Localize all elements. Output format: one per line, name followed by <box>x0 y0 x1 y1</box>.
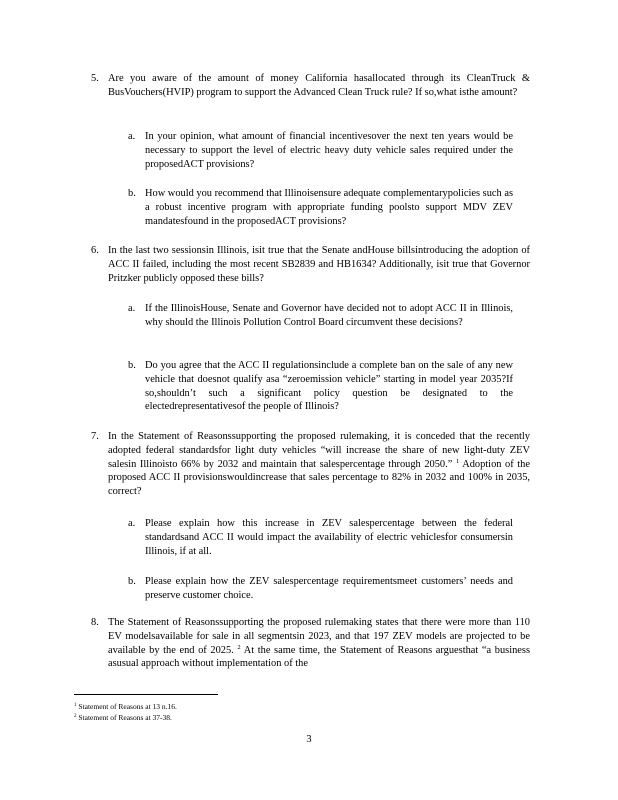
question-6b <box>128 359 513 414</box>
question-number: 6. <box>91 245 99 256</box>
footnote-text: Statement of Reasons at 37-38. <box>78 713 172 722</box>
footnote-1 <box>74 702 177 712</box>
question-8 <box>91 616 530 671</box>
question-text: The Statement of Reasonssupporting the proposed rulemaking states that there were more than 110 EV modelsavailable for sale in all segmentsin 2023, and that 197 ZEV models are projected to be available by the end of 2025. <box>108 617 530 656</box>
question-7a <box>128 517 513 558</box>
footnote-2 <box>74 713 172 723</box>
question-number: 5. <box>91 73 99 84</box>
question-text: Are you aware of the amount of money California hasallocated through its CleanTruck & BusVouchers(HVIP) program to support the Advanced Clean Truck rule? If so,what isthe amount? <box>108 73 530 98</box>
question-5 <box>91 72 530 100</box>
question-5a <box>128 130 513 171</box>
subquestion-letter: a. <box>128 518 136 529</box>
subquestion-letter: b. <box>128 360 136 371</box>
subquestion-letter: a. <box>128 131 136 142</box>
footnote-reference: 1 <box>455 457 460 465</box>
question-6a <box>128 302 513 330</box>
question-text-continued: Adoption of the proposed ACC II provisionswouldincrease that sales percentage to 82% in 2032 and 100% in 2035, correct? <box>108 458 530 498</box>
question-7b <box>128 575 513 603</box>
subquestion-letter: b. <box>128 576 136 587</box>
question-number: 7. <box>91 431 99 442</box>
footnote-reference: 2 <box>237 643 241 651</box>
question-5b <box>128 187 513 228</box>
footnote-divider <box>74 694 218 695</box>
subquestion-text: If the IllinoisHouse, Senate and Governor have decided not to adopt ACC II in Illinois, why should the Illinois Pollution Control Board circumvent these decisions? <box>145 303 513 328</box>
subquestion-text: Please explain how the ZEV salespercentage requirementsmeet customers’ needs and preserve customer choice. <box>145 576 513 601</box>
page-number: 3 <box>306 734 312 745</box>
footnote-text: Statement of Reasons at 13 n.16. <box>78 702 177 711</box>
question-7 <box>91 430 530 499</box>
subquestion-letter: a. <box>128 303 136 314</box>
question-text: In the last two sessionsin Illinois, isit true that the Senate andHouse billsintroducing the adoption of ACC II failed, including the most recent SB2839 and HB1634? Additionally, isit true that Governor Pritzker publicly opposed these bills? <box>108 245 530 284</box>
subquestion-text: How would you recommend that Illinoisensure adequate complementarypolicies such as a robust incentive program with appropriate funding poolsto support MDV ZEV mandatesfound in the proposedACT provisions? <box>145 188 513 227</box>
question-6 <box>91 244 530 285</box>
subquestion-text: In your opinion, what amount of financial incentivesover the next ten years would be necessary to support the level of electric heavy duty vehicle sales required under the proposedACT provisions? <box>145 131 513 170</box>
subquestion-text: Do you agree that the ACC II regulationsinclude a complete ban on the sale of any new vehicle that doesnot qualify asa “zeroemission vehicle” starting in model year 2035?If so,shouldn’t such a significant policy question be designated to the electedrepresentativesof the people of Illinois? <box>145 360 513 413</box>
footnote-marker: 2 <box>74 714 77 719</box>
subquestion-text: Please explain how this increase in ZEV salespercentage between the federal standardsand ACC II would impact the availability of electric vehiclesfor consumersin Illinois, if at all. <box>145 518 513 557</box>
question-number: 8. <box>91 617 99 628</box>
subquestion-letter: b. <box>128 188 136 199</box>
question-text: In the Statement of Reasonssupporting the proposed rulemaking, it is conceded that the recently adopted federal standardsfor light duty vehicles “will increase the share of new light-duty ZEV salesin Illinoisto 66% by 2032 and maintain that salespercentage through 2050.” <box>108 431 530 470</box>
footnote-marker: 1 <box>74 703 77 708</box>
question-text-continued: At the same time, the Statement of Reasons arguesthat “a business asusual approach without implementation of the <box>108 644 530 670</box>
